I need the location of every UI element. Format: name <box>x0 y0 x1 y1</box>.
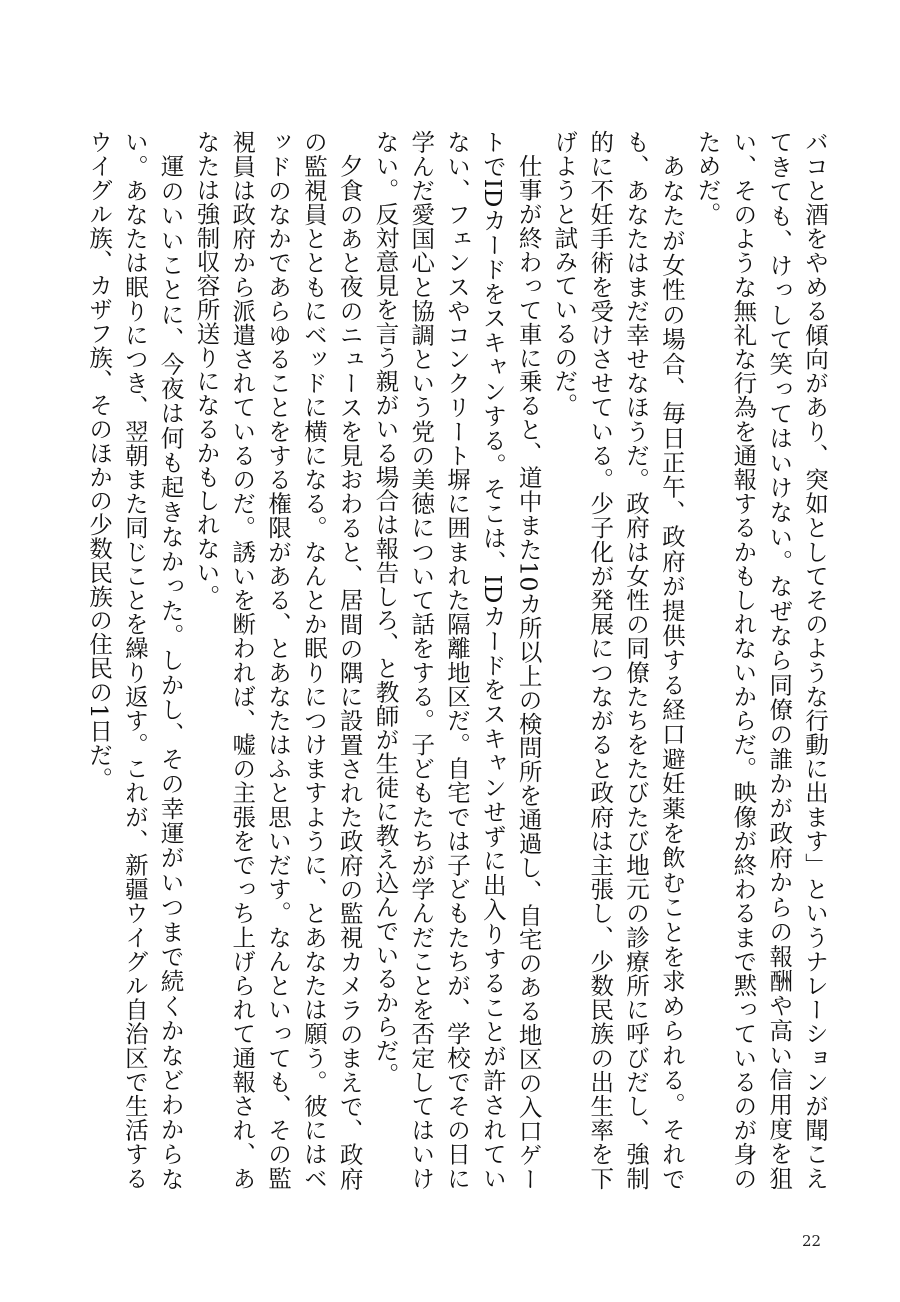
paragraph: 夕食のあと夜のニュースを見おわると、居間の隅に設置された政府の監視カメラのまえで、政府の監視員とともにベッドに横になる。なんとか眠りにつけますように、とあなたは願う。彼にはベッドのなかであらゆることをする権限がある、とあなたはふと思いだす。なんといっても、その監視員は政府から派遣されているのだ。誘いを断われば、嘘の主張をでっち上げられて通報され、あなたは強制収容所送りになるかもしれない。 <box>192 130 364 1190</box>
paragraph: あなたが女性の場合、毎日正午、政府が提供する経口避妊薬を飲むことを求められる。それでも、あなたはまだ幸せなほうだ。政府は女性の同僚たちをたびたび地元の診療所に呼びだし、強制的に不妊手術を受けさせている。少子化が発展につながると政府は主張し、少数民族の出生率を下げようと試みているのだ。 <box>550 130 686 1190</box>
vertical-text-body <box>62 130 832 1190</box>
page-number: 22 <box>802 1232 822 1250</box>
paragraph: バコと酒をやめる傾向があり、突如としてそのような行動に出ます」というナレーションが聞こえてきても、けっして笑ってはいけない。なぜなら同僚の誰かが政府からの報酬や高い信用度を狙い、そのような無礼な行為を通報するかもしれないからだ。映像が終わるまで黙っているのが身のためだ。 <box>693 130 829 1190</box>
paragraph: 運のいいことに、今夜は何も起きなかった。しかし、その幸運がいつまで続くかなどわからない。あなたは眠りにつき、翌朝また同じことを繰り返す。これが、新疆ウイグル自治区で生活するウイグル族、カザフ族、そのほかの少数民族の住民の1日だ。 <box>85 130 185 1190</box>
paragraph: 仕事が終わって車に乗ると、道中また10カ所以上の検問所を通過し、自宅のある地区の入口ゲートでIDカードをスキャンする。そこは、IDカードをスキャンせずに出入りすることが許されていない、フェンスやコンクリート塀に囲まれた隔離地区だ。自宅では子どもたちが、学校でその日に学んだ愛国心と協調という党の美徳について話をする。子どもたちが学んだことを否定してはいけない。反対意見を言う親がいる場合は報告しろ、と教師が生徒に教え込んでいるからだ。 <box>371 130 543 1190</box>
